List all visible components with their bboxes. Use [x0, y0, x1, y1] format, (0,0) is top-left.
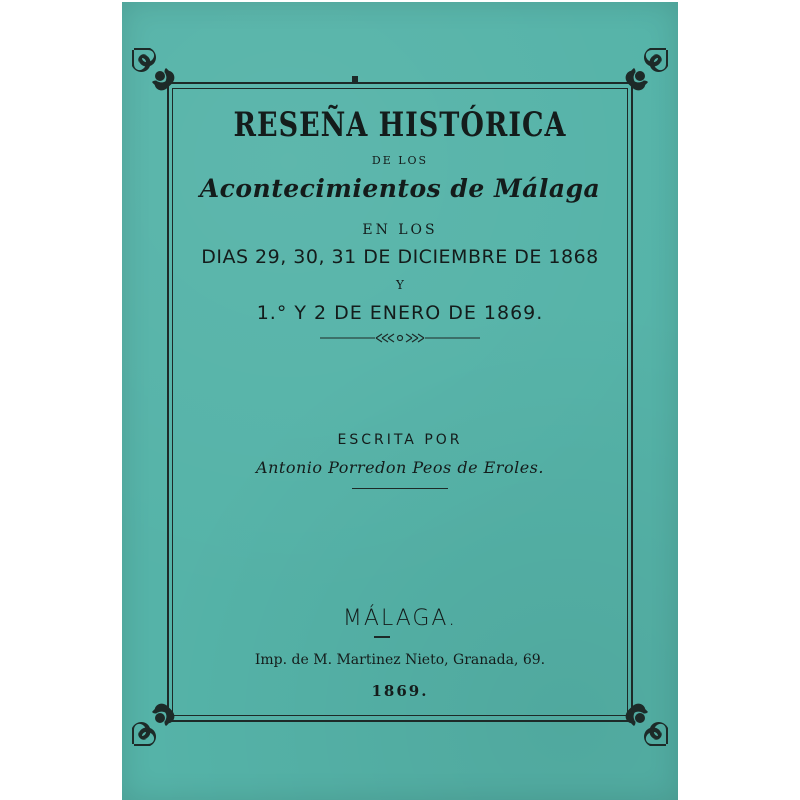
corner-ornament-icon [620, 698, 670, 748]
author-name: Antonio Porredon Peos de Eroles. [256, 458, 544, 477]
border-notch [352, 76, 358, 84]
subtitle: Acontecimientos de Málaga [199, 174, 601, 203]
place-dash [374, 636, 390, 638]
dates-line-1: DIAS 29, 30, 31 DE DICIEMBRE DE 1868 [201, 246, 599, 268]
corner-ornament-icon [130, 46, 180, 96]
place: MÁLAGA. [342, 606, 458, 631]
corner-ornament-icon [130, 698, 180, 748]
title-connector: DE LOS [371, 154, 429, 167]
printer-imprint: Imp. de M. Martinez Nieto, Granada, 69. [254, 652, 546, 668]
author-underline [352, 488, 448, 489]
divider-ornament-icon [320, 332, 480, 344]
title: RESEÑA HISTÓRICA [233, 106, 567, 145]
pamphlet-cover [122, 2, 678, 800]
publication-year: 1869. [371, 682, 429, 700]
subtitle-connector: EN LOS [362, 222, 438, 238]
dates-line-2: 1.° Y 2 DE ENERO DE 1869. [256, 302, 544, 324]
corner-ornament-icon [620, 46, 670, 96]
dates-connector: Y [396, 278, 404, 292]
written-by-label: ESCRITA POR [337, 432, 463, 448]
